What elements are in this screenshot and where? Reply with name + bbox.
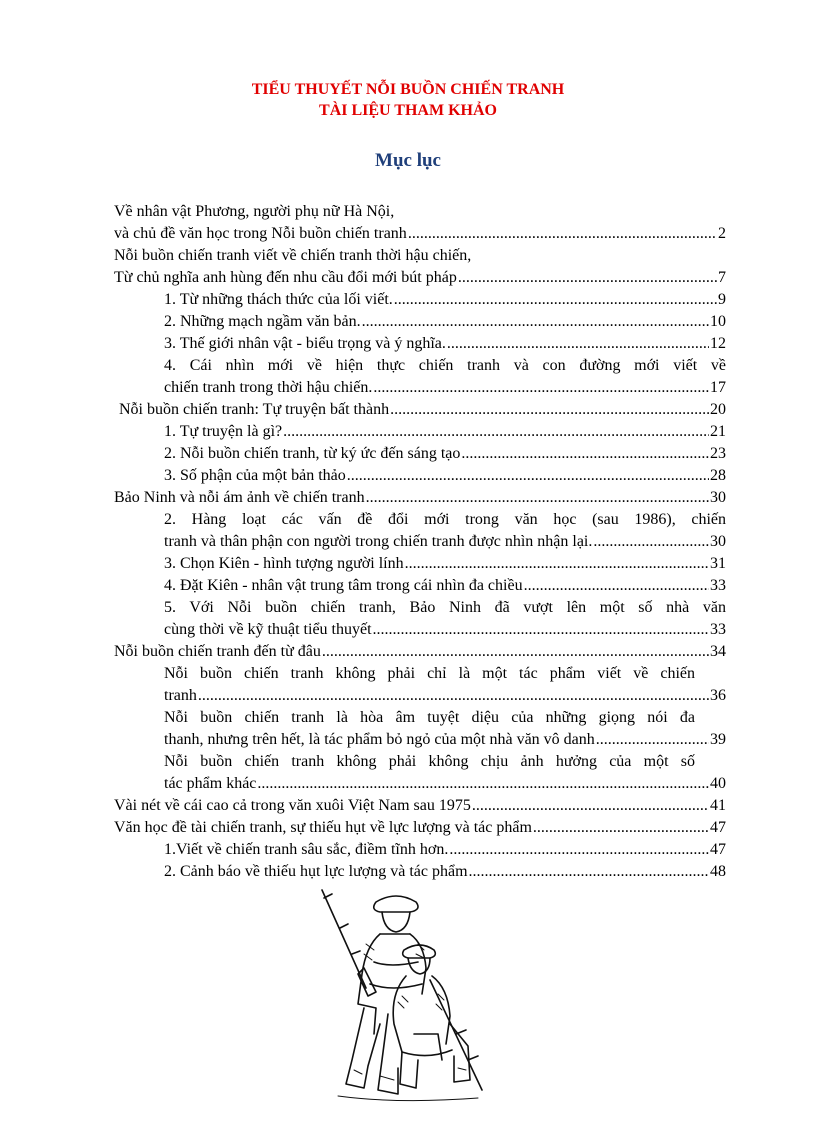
toc-page-number: 31 [710,555,726,572]
toc-entry[interactable]: 2. Những mạch ngầm văn bản. ..... 10 [164,311,726,333]
toc-entry[interactable]: thanh, nhưng trên hết, là tác phẩm bỏ ngỏ của một nhà văn vô danh ..... 39 [164,729,726,751]
toc-entry: Về nhân vật Phương, người phụ nữ Hà Nội, [114,203,395,220]
toc-page-number: 47 [710,841,726,858]
toc-entry: Nỗi buồn chiến tranh không phải không chịu ảnh hưởng của một số [164,753,695,770]
toc-page-number: 34 [710,643,726,660]
toc-page-number: 28 [710,467,726,484]
document-title: TIỂU THUYẾT NỖI BUỒN CHIẾN TRANH [251,81,565,98]
toc-page-number: 40 [710,775,726,792]
toc-page-number: 48 [710,863,726,880]
toc-entry: 2. Hàng loạt các vấn đề đổi mới trong văn học (sau 1986), chiến [164,511,726,528]
toc-entry[interactable]: 2. Cảnh báo về thiếu hụt lực lượng và tác phẩm ..... 48 [164,861,726,883]
toc-entry[interactable]: 1.Viết về chiến tranh sâu sắc, điềm tĩnh hơn. ..... 47 [164,839,726,861]
toc-entry[interactable]: và chủ đề văn học trong Nỗi buồn chiến tranh ..... 2 [114,223,726,245]
toc-page-number: 21 [710,423,726,440]
toc-entry[interactable]: 2. Nỗi buồn chiến tranh, từ ký ức đến sáng tạo ..... 23 [164,443,726,465]
toc-entry: Nỗi buồn chiến tranh không phải chỉ là một tác phẩm viết về chiến [164,665,695,682]
document-subtitle: TÀI LIỆU THAM KHẢO [319,102,497,119]
toc-heading: Mục lục [375,150,441,171]
toc-entry[interactable]: 3. Thế giới nhân vật - biểu trọng và ý nghĩa. ..... 12 [164,333,726,355]
toc-entry[interactable]: cùng thời về kỹ thuật tiểu thuyết ..... 33 [164,619,726,641]
toc-entry[interactable]: chiến tranh trong thời hậu chiến. ..... 17 [164,377,726,399]
soldiers-sketch-icon [318,884,488,1110]
toc-page-number: 20 [710,401,726,418]
toc-page-number: 41 [710,797,726,814]
toc-entry[interactable]: 3. Chọn Kiên - hình tượng người lính ..... 31 [164,553,726,575]
toc-page-number: 47 [710,819,726,836]
toc-entry[interactable]: 1. Tự truyện là gì? ..... 21 [164,421,726,443]
toc-page-number: 30 [710,533,726,550]
toc-entry[interactable]: tranh và thân phận con người trong chiến tranh được nhìn nhận lại. ..... 30 [164,531,726,553]
toc-entry[interactable]: 3. Số phận của một bản thảo ..... 28 [164,465,726,487]
toc-page-number: 23 [710,445,726,462]
toc-entry: 5. Với Nỗi buồn chiến tranh, Bảo Ninh đã vượt lên một số nhà văn [164,599,726,616]
toc-page-number: 2 [718,225,726,242]
toc-page-number: 7 [718,269,726,286]
toc-entry: 4. Cái nhìn mới về hiện thực chiến tranh và con đường mới viết về [164,357,726,374]
toc-entry: Nỗi buồn chiến tranh viết về chiến tranh thời hậu chiến, [114,247,472,264]
toc-page-number: 33 [710,621,726,638]
toc-entry[interactable]: Từ chủ nghĩa anh hùng đến nhu cầu đổi mới bút pháp ..... 7 [114,267,726,289]
toc-page-number: 12 [710,335,726,352]
toc-entry[interactable]: 1. Từ những thách thức của lối viết. ..... 9 [164,289,726,311]
toc-page-number: 30 [710,489,726,506]
toc-entry[interactable]: Bảo Ninh và nỗi ám ảnh về chiến tranh ..... 30 [114,487,726,509]
toc-page-number: 39 [710,731,726,748]
toc-entry: Nỗi buồn chiến tranh là hòa âm tuyệt diệu của những giọng nói đa [164,709,695,726]
toc-entry[interactable]: tranh ..... 36 [164,685,726,707]
toc-page-number: 9 [718,291,726,308]
toc-entry[interactable]: Nỗi buồn chiến tranh: Tự truyện bất thành ..... 20 [119,399,726,421]
toc-page-number: 10 [710,313,726,330]
toc-page-number: 36 [710,687,726,704]
toc-entry[interactable]: Văn học đề tài chiến tranh, sự thiếu hụt về lực lượng và tác phẩm ..... 47 [114,817,726,839]
toc-entry[interactable]: Nỗi buồn chiến tranh đến từ đâu ..... 34 [114,641,726,663]
toc-entry[interactable]: tác phẩm khác ..... 40 [164,773,726,795]
toc-page-number: 17 [710,379,726,396]
toc-entry[interactable]: 4. Đặt Kiên - nhân vật trung tâm trong cái nhìn đa chiều ..... 33 [164,575,726,597]
toc-page-number: 33 [710,577,726,594]
toc-entry[interactable]: Vài nét về cái cao cả trong văn xuôi Việt Nam sau 1975 ..... 41 [114,795,726,817]
